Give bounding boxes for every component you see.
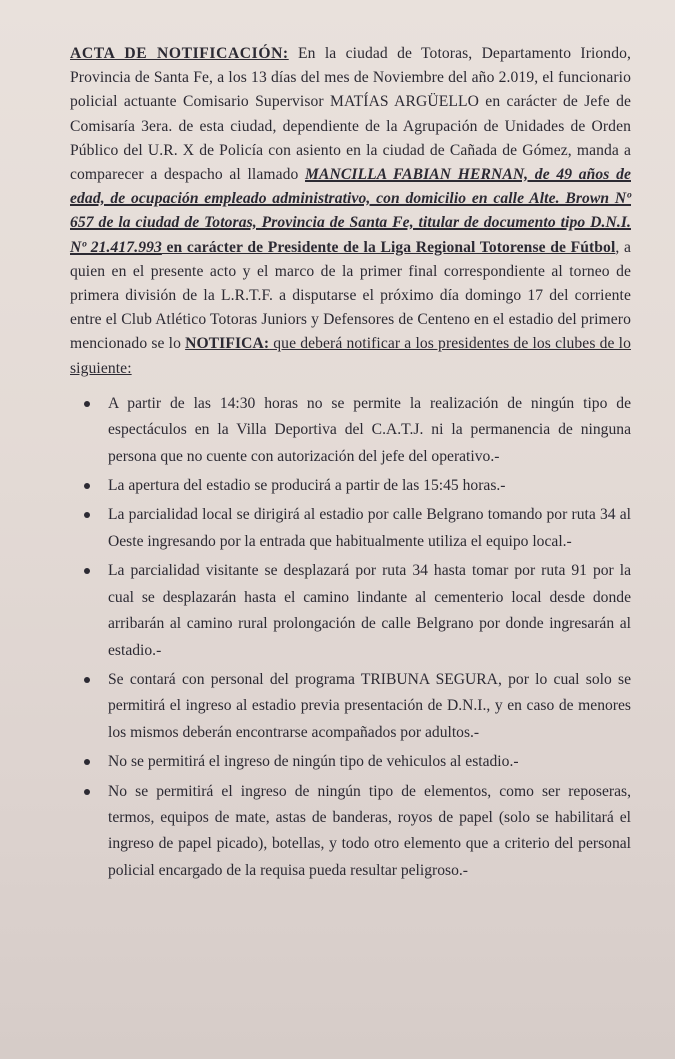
list-item [70,749,631,775]
list-item [70,473,631,499]
bullet-icon [84,789,90,795]
list-item-text: La apertura del estadio se producirá a partir de las 15:45 horas.- [108,477,506,495]
list-item [70,667,631,746]
person-details: MANCILLA FABIAN HERNAN, de 49 años de edad, de ocupación empleado administrativo, con domicilio en calle Alte. Brown Nº 657 de la ciudad de Totoras, Provincia de Santa Fe, titular de documento tipo D.N.I. Nº 21.417.993 [70,166,631,256]
bullet-icon [84,759,90,765]
acta-heading: ACTA DE NOTIFICACIÓN: [70,45,289,62]
notifica-label: NOTIFICA: [185,335,270,353]
list-item [70,558,631,664]
list-item-text: No se permitirá el ingreso de ningún tipo de vehiculos al estadio.- [108,753,519,771]
president-role: en carácter de Presidente de la Liga Regional Totorense de Fútbol [161,238,616,256]
bullet-icon [84,512,90,518]
bullet-icon [84,483,90,489]
bullet-icon [84,568,90,574]
list-item [70,502,631,555]
list-item-text: La parcialidad visitante se desplazará por ruta 34 hasta tomar por ruta 91 por la cual se desplazarán hasta el camino lindante al cementerio local desde donde arribarán al camino rural prolongación de calle Belgrano por donde ingresarán al estadio.- [108,562,631,659]
list-item-text: La parcialidad local se dirigirá al estadio por calle Belgrano tomando por ruta 34 al Oeste ingresando por la entrada que habitualmente utiliza el equipo local.- [108,506,631,550]
notifica-follow: que deberá notificar a los presidentes de los clubes de lo siguiente: [70,335,631,377]
list-item [70,391,631,470]
match-context: , a quien en el presente acto y el marco de la primer final correspondiente al torneo de primera división de la L.R.T.F. a disputarse el próximo día domingo 17 del corriente entre el Club Atlético Totoras Juniors y Defensores de Centeno en el estadio del primero mencionado se lo [70,238,631,353]
bullet-icon [84,677,90,683]
list-item-text: A partir de las 14:30 horas no se permite la realización de ningún tipo de espectáculos en la Villa Deportiva del C.A.T.J. ni la permanencia de ninguna persona que no cuente con autorización del jefe del operativo.- [108,394,631,465]
intro-text: En la ciudad de Totoras, Departamento Iriondo, Provincia de Santa Fe, a los 13 días del mes de Noviembre del año 2.019, el funcionario policial actuante Comisario Supervisor MATÍAS ARGÜELLO en carácter de Jefe de Comisaría 3era. de esta ciudad, dependiente de la Agrupación de Unidades de Orden Público del U.R. X de Policía con asiento en la ciudad de Cañada de Gómez, manda a comparecer a despacho al llamado [70,45,631,184]
list-item [70,779,631,885]
notification-items-list [70,391,631,884]
bullet-icon [84,401,90,407]
list-item-text: Se contará con personal del programa TRIBUNA SEGURA, por lo cual solo se permitirá el ingreso al estadio previa presentación de D.N.I., y en caso de menores los mismos deberán encontrarse acompañados por adultos.- [108,670,631,741]
acta-intro-paragraph [70,42,631,381]
list-item-text: No se permitirá el ingreso de ningún tipo de elementos, como ser reposeras, termos, equipos de mate, astas de banderas, royos de papel (solo se habilitará el ingreso de papel picado), botellas, y todo otro elemento que a criterio del personal policial encargado de la requisa pueda resultar peligroso.- [108,782,631,879]
